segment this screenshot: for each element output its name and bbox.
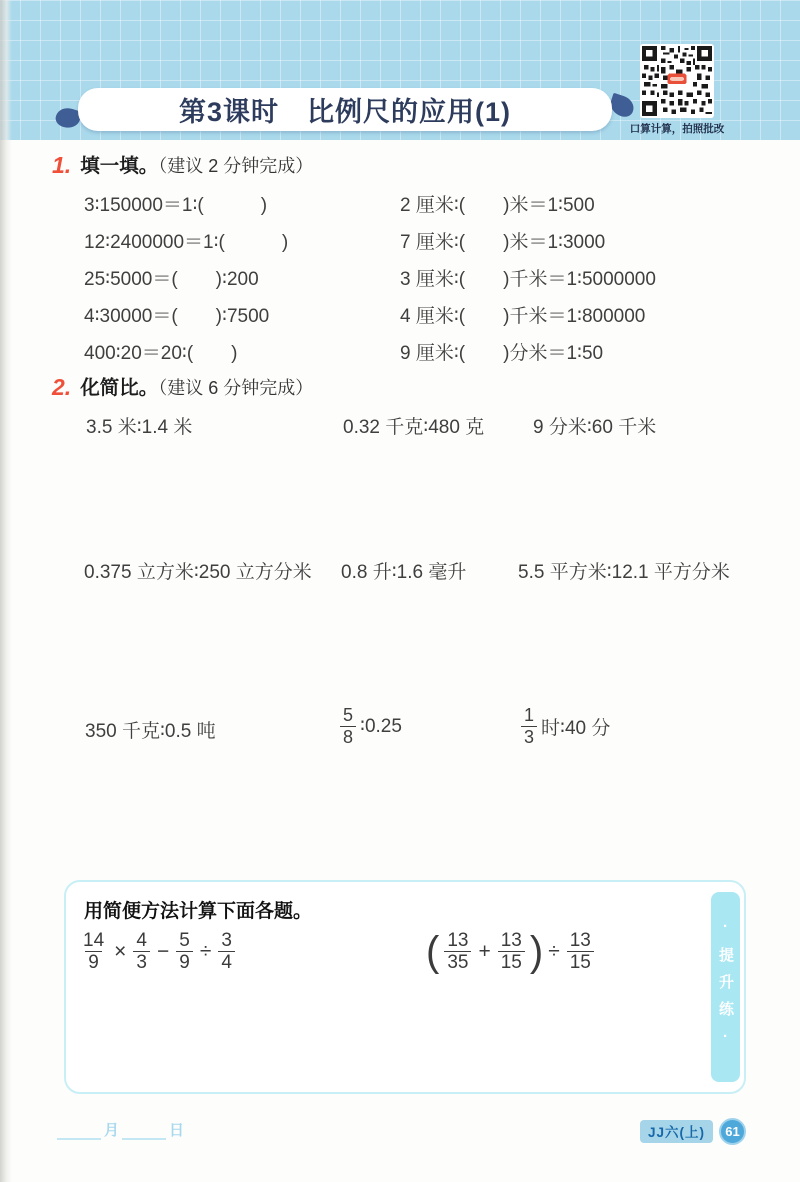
page-number-badge: 61 xyxy=(719,1118,746,1145)
section1-heading xyxy=(52,150,313,179)
ratio-text: 3.5 米∶1.4 米 xyxy=(86,417,193,438)
problem-right: 9 厘米∶( )分米＝1∶50 xyxy=(400,343,604,364)
header-band xyxy=(0,0,800,140)
problem-left: 3∶150000＝1∶( ) xyxy=(84,195,268,216)
lesson-title-banner xyxy=(78,88,612,131)
section2-hint: （建议 6 分钟完成） xyxy=(158,378,314,398)
fill-blank-row xyxy=(400,227,605,254)
fill-blank-row xyxy=(84,190,267,217)
ratio-text: ∶0.25 xyxy=(360,715,402,737)
extra-practice-box xyxy=(64,880,746,1094)
section1-number: 1. xyxy=(52,152,72,178)
fill-blank-row xyxy=(84,227,288,254)
fill-blank-row xyxy=(84,264,259,291)
day-blank xyxy=(122,1123,166,1140)
operator: × xyxy=(114,939,127,963)
ratio-item xyxy=(85,716,216,743)
fill-blank-row xyxy=(400,264,656,291)
date-line xyxy=(54,1119,184,1140)
operator: − xyxy=(156,939,170,963)
fraction: $\frac{13}{15}$ xyxy=(498,930,525,974)
fraction: $\frac{14}{9}$ xyxy=(83,930,105,974)
ratio-item xyxy=(533,412,656,439)
section2-number: 2. xyxy=(52,374,72,400)
problem-left: 4∶30000＝( )∶7500 xyxy=(84,306,270,327)
ratio-item xyxy=(340,700,402,752)
ratio-item xyxy=(341,557,466,584)
problem-right: 2 厘米∶( )米＝1∶500 xyxy=(400,195,595,216)
expression-2 xyxy=(428,930,594,974)
ratio-item xyxy=(518,557,730,584)
scan-edge xyxy=(0,0,12,1182)
operator: ÷ xyxy=(548,939,560,963)
fill-blank-row xyxy=(400,190,595,217)
fraction: 5 8 xyxy=(340,705,356,746)
fill-blank-row xyxy=(84,301,269,328)
qr-code xyxy=(640,44,714,118)
ratio-item xyxy=(343,412,484,439)
fill-blank-row xyxy=(400,301,645,328)
ratio-text: 0.8 升∶1.6 毫升 xyxy=(341,562,467,583)
ratio-text: 时∶40 分 xyxy=(541,717,611,739)
operator: + xyxy=(478,939,491,963)
ratio-text: 0.32 千克∶480 克 xyxy=(343,417,485,438)
level-tab xyxy=(711,892,740,1082)
footer-right xyxy=(640,1118,746,1145)
ratio-text: 0.375 立方米∶250 立方分米 xyxy=(84,562,312,583)
ratio-text: 5.5 平方米∶12.1 平方分米 xyxy=(518,562,730,583)
practice-box-title: 用简便方法计算下面各题。 xyxy=(84,901,313,922)
day-label: 日 xyxy=(169,1122,185,1139)
problem-left: 25∶5000＝( )∶200 xyxy=(84,269,259,290)
section1-title: 填一填。 xyxy=(80,155,159,177)
ratio-text: 9 分米∶60 千米 xyxy=(533,417,657,438)
fraction: 1 3 xyxy=(521,705,537,746)
section2-title: 化简比。 xyxy=(80,377,159,399)
month-blank xyxy=(57,1123,101,1140)
qr-block xyxy=(627,44,727,136)
problem-right: 7 厘米∶( )米＝1∶3000 xyxy=(400,232,606,253)
expression-1 xyxy=(80,930,235,974)
section1-hint: （建议 2 分钟完成） xyxy=(158,156,314,176)
fraction: $\frac{3}{4}$ xyxy=(218,930,235,974)
ratio-item xyxy=(84,557,312,584)
operator: ÷ xyxy=(199,939,212,963)
fill-blank-row xyxy=(84,338,238,365)
close-paren: ) xyxy=(529,928,544,975)
fill-blank-row xyxy=(400,338,603,365)
problem-right: 3 厘米∶( )千米＝1∶5000000 xyxy=(400,269,656,290)
month-label: 月 xyxy=(104,1122,120,1139)
open-paren: ( xyxy=(426,928,440,975)
problem-left: 400∶20＝20∶( ) xyxy=(84,343,238,364)
section2-heading xyxy=(52,372,313,401)
problem-left: 12∶2400000＝1∶( ) xyxy=(84,232,289,253)
fraction: $\frac{13}{15}$ xyxy=(567,930,594,974)
ratio-item xyxy=(86,412,192,439)
level-tab-label: ·提升练· xyxy=(717,917,734,1057)
fraction: $\frac{4}{3}$ xyxy=(133,930,150,974)
qr-caption: 口算计算，拍照批改 xyxy=(629,123,725,135)
page-title: 第3课时 比例尺的应用(1) xyxy=(178,97,511,127)
edition-badge: JJ六(上) xyxy=(640,1120,713,1143)
fraction: $\frac{5}{9}$ xyxy=(176,930,193,974)
problem-right: 4 厘米∶( )千米＝1∶800000 xyxy=(400,306,646,327)
ratio-text: 350 千克∶0.5 吨 xyxy=(85,721,216,742)
fraction: 13 35 xyxy=(444,930,471,974)
ratio-item xyxy=(521,700,610,752)
